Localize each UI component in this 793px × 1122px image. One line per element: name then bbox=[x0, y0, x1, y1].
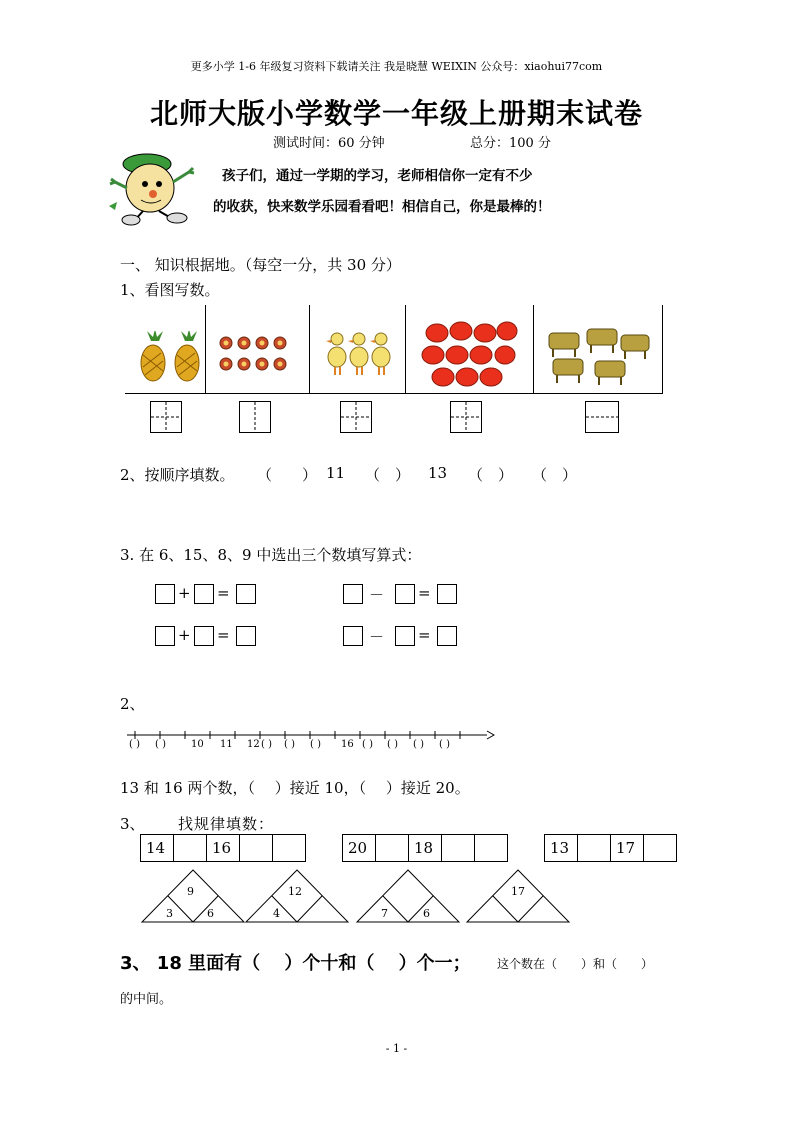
equation-box[interactable] bbox=[395, 626, 415, 646]
plus-sign: + bbox=[178, 584, 191, 602]
answer-box-pineapple[interactable] bbox=[150, 401, 182, 433]
pineapple-picture bbox=[137, 331, 203, 385]
intro-line-2: 的收获，快来数学乐园看看吧！相信自己，你是最棒的！ bbox=[213, 199, 551, 215]
equation-box[interactable] bbox=[155, 626, 175, 646]
question-3b-label: 3、 bbox=[120, 815, 145, 833]
compare-question: 13 和 16 两个数，（ ）接近 10，（ ）接近 20。 bbox=[120, 779, 470, 797]
equation-box[interactable] bbox=[194, 626, 214, 646]
total-score: 总分：100 分 bbox=[470, 136, 551, 151]
number-line-value: 10 bbox=[191, 739, 204, 750]
intro-line-1: 孩子们，通过一学期的学习，老师相信你一定有不少 bbox=[222, 168, 533, 184]
number-line-blank[interactable]: ( ) bbox=[362, 739, 373, 750]
triangle-top-number: 17 bbox=[511, 885, 525, 898]
pattern-cell[interactable] bbox=[239, 834, 273, 862]
cows-picture bbox=[545, 325, 655, 387]
equation-box[interactable] bbox=[437, 626, 457, 646]
pattern-cell: 13 bbox=[544, 834, 578, 862]
equation-box[interactable] bbox=[343, 584, 363, 604]
tens-ones-question-between: 这个数在（ ）和（ ） bbox=[497, 957, 654, 971]
number-line-value: 11 bbox=[220, 739, 233, 750]
pattern-cell[interactable] bbox=[474, 834, 508, 862]
sequence-blank[interactable]: （ ） bbox=[257, 466, 318, 484]
answer-box-flowers[interactable] bbox=[239, 401, 271, 433]
answer-box-cows[interactable] bbox=[585, 401, 619, 433]
minus-sign: － bbox=[369, 586, 385, 604]
pattern-cell: 17 bbox=[610, 834, 644, 862]
triangle-left-number: 4 bbox=[273, 907, 280, 920]
equation-box[interactable] bbox=[236, 584, 256, 604]
number-line-blank[interactable]: ( ) bbox=[413, 739, 424, 750]
number-triangle bbox=[140, 868, 250, 924]
equals-sign: = bbox=[217, 626, 230, 644]
number-line-value: 12 bbox=[247, 739, 260, 750]
triangle-top-number: 9 bbox=[187, 885, 194, 898]
number-line-blank[interactable]: ( ) bbox=[439, 739, 450, 750]
pattern-cell: 16 bbox=[206, 834, 240, 862]
number-line-value: 16 bbox=[341, 739, 354, 750]
number-line-blank[interactable]: ( ) bbox=[129, 739, 140, 750]
pattern-row-1 bbox=[141, 834, 306, 862]
number-line-labels bbox=[125, 739, 495, 753]
question-1: 1、看图写数。 bbox=[120, 281, 220, 299]
column-divider bbox=[309, 305, 310, 393]
question-3: 3. 在 6、15、8、9 中选出三个数填写算式： bbox=[120, 546, 422, 564]
pattern-cell[interactable] bbox=[272, 834, 306, 862]
triangle-top-number: 12 bbox=[288, 885, 302, 898]
tomatoes-picture bbox=[419, 319, 519, 391]
equals-sign: = bbox=[217, 584, 230, 602]
triangle-left-number: 7 bbox=[381, 907, 388, 920]
equation-box[interactable] bbox=[395, 584, 415, 604]
pattern-cell[interactable] bbox=[643, 834, 677, 862]
number-line-blank[interactable]: ( ) bbox=[310, 739, 321, 750]
pattern-cell: 18 bbox=[408, 834, 442, 862]
number-line-blank[interactable]: ( ) bbox=[155, 739, 166, 750]
column-divider bbox=[405, 305, 406, 393]
pattern-row-3 bbox=[545, 834, 677, 862]
pattern-cell[interactable] bbox=[173, 834, 207, 862]
pattern-row-2 bbox=[343, 834, 508, 862]
equals-sign: = bbox=[418, 626, 431, 644]
equation-box[interactable] bbox=[194, 584, 214, 604]
column-divider bbox=[205, 305, 206, 393]
tens-ones-question: 3、 18 里面有（ ）个十和（ ）个一； bbox=[120, 953, 471, 974]
test-time: 测试时间：60 分钟 bbox=[273, 136, 385, 151]
number-line-blank[interactable]: ( ) bbox=[261, 739, 272, 750]
column-divider bbox=[533, 305, 534, 393]
answer-box-ducks[interactable] bbox=[340, 401, 372, 433]
page-number: - 1 - bbox=[385, 1042, 408, 1055]
page-header: 更多小学 1-6 年级复习资料下载请关注 我是晓慧 WEIXIN 公众号：xiaohui77com bbox=[190, 60, 603, 73]
equation-box[interactable] bbox=[437, 584, 457, 604]
question-2b-label: 2、 bbox=[120, 695, 145, 713]
page-title: 北师大版小学数学一年级上册期末试卷 bbox=[149, 97, 643, 130]
sequence-value: 13 bbox=[428, 464, 448, 482]
pattern-cell: 14 bbox=[140, 834, 174, 862]
pattern-cell[interactable] bbox=[441, 834, 475, 862]
flowers-picture bbox=[217, 333, 297, 373]
minus-sign: － bbox=[369, 628, 385, 646]
answer-box-tomatoes[interactable] bbox=[450, 401, 482, 433]
column-divider bbox=[662, 305, 663, 393]
pattern-cell: 20 bbox=[342, 834, 376, 862]
sequence-blank[interactable]: （ ） bbox=[468, 466, 514, 484]
ducks-picture bbox=[325, 329, 395, 383]
pattern-cell[interactable] bbox=[577, 834, 611, 862]
equation-box[interactable] bbox=[236, 626, 256, 646]
equation-box[interactable] bbox=[343, 626, 363, 646]
number-line-blank[interactable]: ( ) bbox=[387, 739, 398, 750]
tens-ones-question-end: 的中间。 bbox=[120, 992, 173, 1007]
sequence-blank[interactable]: （ ） bbox=[532, 466, 578, 484]
triangle-right-number: 6 bbox=[423, 907, 430, 920]
picture-table bbox=[125, 305, 663, 394]
mascot-illustration bbox=[105, 148, 205, 226]
plus-sign: + bbox=[178, 626, 191, 644]
sequence-blank[interactable]: （ ） bbox=[365, 466, 411, 484]
triangle-left-number: 3 bbox=[166, 907, 173, 920]
question-3b-text: 找规律填数： bbox=[178, 815, 275, 833]
equals-sign: = bbox=[418, 584, 431, 602]
number-line-blank[interactable]: ( ) bbox=[284, 739, 295, 750]
pattern-cell[interactable] bbox=[375, 834, 409, 862]
number-triangle bbox=[355, 868, 465, 924]
question-2-label: 2、按顺序填数。 bbox=[120, 466, 235, 484]
section-1-heading: 一、 知识根据地。（每空一分，共 30 分） bbox=[120, 256, 401, 274]
sequence-value: 11 bbox=[326, 464, 346, 482]
triangle-right-number: 6 bbox=[207, 907, 214, 920]
equation-box[interactable] bbox=[155, 584, 175, 604]
